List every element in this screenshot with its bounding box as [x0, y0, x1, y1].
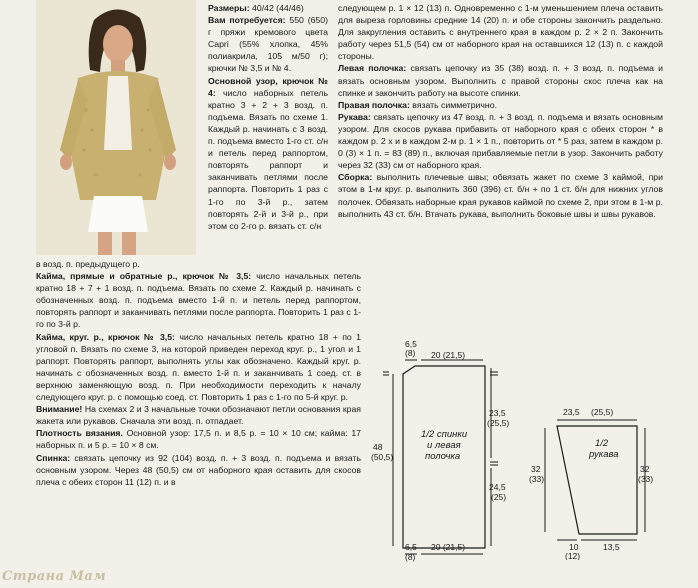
pattern-tail: в возд. п. предыдущего р.: [36, 259, 140, 269]
sizes-column: [208, 2, 328, 232]
right-paragraph-text: следующем р. 1 × 12 (13) п. Одновременно с 1-м уменьшением плеча оставить для выреза горловины средние 14 (20) п. и обе стороны закончить раздельно. Для закругления оставить с внутреннего края в каждом р. 2 × 2 п. Закончить работу через 51,5 (54) см от наборного края на оставшихся 12 (13) п. с каждой стороны.: [338, 3, 663, 62]
left-text-column: [36, 258, 361, 488]
sleeve-right-height: 32: [640, 464, 650, 474]
sleeve-top-width: 23,5: [563, 407, 580, 417]
sizes-value: 40/42 (44/46): [252, 3, 304, 13]
right-paragraph-label: Правая полочка:: [338, 99, 410, 110]
need-label: Вам потребуется:: [208, 15, 286, 26]
left-paragraph-text: Основной узор: 17,5 п. и 8,5 р. = 10 × 10 см; кайма: 17 наборных п. и 5 р. = 10 × 8 см.: [36, 428, 361, 451]
body-bottom-left-alt: (8): [405, 552, 416, 562]
body-height: 48: [373, 442, 383, 452]
right-paragraph: [338, 171, 663, 219]
sleeve-left-height-alt: (33): [529, 474, 545, 484]
left-paragraph-label: Внимание!: [36, 404, 83, 415]
body-shoulder-slope: 6,5: [405, 339, 417, 349]
body-bottom-left: 6,5: [405, 542, 417, 552]
body-top-width: 20 (21,5): [431, 350, 466, 360]
left-paragraphs: [36, 270, 361, 488]
right-paragraph-text: выполнить плечевые швы; обвязать жакет по схеме 3 каймой, при этом в 1-м круг. р. выполнить 360 (396) ст. б/н + по 1 ст. б/н для нижних углов полочек. Обвязать наборные края рукавов каймой по схеме 2, при этом в 1-м р. выполнить 43 ст. б/н. Втачать рукава, выполнить боковые швы и швы рукавов.: [338, 172, 663, 219]
right-paragraph: [338, 111, 663, 171]
right-paragraph-text: связать цепочку из 35 (38) возд. п. + 3 возд. п. подъема и вязать основным узором. Выполнить с правой стороны скос плеча как на спинке и закончить работу на высоте спинки.: [338, 63, 663, 98]
body-label-line2: и левая: [427, 440, 461, 451]
left-paragraph-label: Спинка:: [36, 452, 71, 463]
body-upper-right: 23,5: [489, 408, 506, 418]
sleeve-right-height-alt: (33): [638, 474, 654, 484]
sleeve-left-height: 32: [531, 464, 541, 474]
body-label-line3: полочка: [425, 451, 461, 462]
body-shoulder-slope-alt: (8): [405, 348, 416, 358]
body-height-alt: (50,5): [371, 452, 394, 462]
need-text: 550 (650) г пряжи кремового цвета Capri (55% хлопка, 45% полиакрила, 105 м/50 г); крючки № 3,5 и № 4.: [208, 15, 328, 74]
sleeve-bottom-left: 10: [569, 542, 579, 552]
body-upper-right-alt: (25,5): [487, 418, 510, 428]
left-paragraph: [36, 403, 361, 427]
right-paragraph: [338, 99, 663, 111]
left-paragraph-text: связать цепочку из 92 (104) возд. п. + 3 возд. п. подъема и вязать основным узором. Через 48 (50,5) см от наборного края оставить для скосов плеча с обеих сторон 11 (12) п. и в: [36, 452, 361, 487]
sleeve-top-width-alt: (25,5): [591, 407, 614, 417]
sleeve-label-line1: 1/2: [595, 438, 609, 449]
watermark-text: Страна Мам: [2, 569, 107, 584]
sleeve-label-line2: рукава: [589, 449, 619, 460]
right-paragraph-label: Левая полочка:: [338, 63, 407, 74]
left-paragraph-label: Плотность вязания.: [36, 428, 123, 439]
sleeve-schematic: [527, 400, 667, 560]
pattern-text: число наборных петель кратно 3 + 2 + 3 возд. п. подъема. Вязать по схеме 1. Каждый р. начинать с 3 возд. п. подъема вместо 1-го ст. с/н и петель перед раппортом, повторять раппорт и заканчивать петлями после раппорта. Повторить 1 раз с 1-го по 3-й р., затем повторять 2-й и 3-й р., при этом со 2-го р. вязать ст. с/н: [208, 87, 329, 231]
left-paragraph: [36, 452, 361, 488]
body-lower-right: 24,5: [489, 482, 506, 492]
sleeve-bottom-left-alt: (12): [565, 551, 581, 560]
pattern-label: Основной узор, крючок № 4:: [208, 75, 328, 98]
left-paragraph-text: число начальных петель кратно 18 + 7 + 1 возд. п. подъема. Вязать по схеме 2. Каждый р. начинать с обозначенных возд. п. подъема вместо 1-й п. и петель перед раппортом, повторять раппорт и заканчивать петлями после раппорта. Повторить 1 раз с 1-го по 3-й р.: [36, 271, 361, 330]
right-paragraph-text: связать цепочку из 47 возд. п. + 3 возд. п. подъема и вязать основным узором. Для скосов рукава прибавить от наборного края с обеих сторон * в каждом р. 2 х и в каждом 2-м р. 1 × 1 п., повторить от * 5 раз, затем в каждом р. 0 (3) × 1 п. = 83 (89) п., включая прибавляемые петли в узор. Закончить работу через 32 (33) см от наборного края.: [338, 111, 663, 171]
left-paragraph-label: Кайма, прямые и обратные р., крючок № 3,5:: [36, 271, 252, 282]
left-paragraph: [36, 270, 361, 330]
right-paragraph-label: Рукава:: [338, 111, 371, 122]
sleeve-bottom-right: 13,5: [603, 542, 620, 552]
model-photo: [36, 0, 196, 255]
sizes-label: Размеры:: [208, 3, 250, 13]
body-lower-right-alt: (25): [491, 492, 507, 502]
right-paragraph-label: Сборка:: [338, 172, 373, 183]
right-text-column: [338, 2, 663, 220]
left-paragraph: [36, 331, 361, 404]
left-paragraph: [36, 427, 361, 451]
right-paragraphs: [338, 2, 663, 220]
right-paragraph: [338, 62, 663, 98]
body-bottom-width: 20 (21,5): [431, 542, 466, 552]
right-paragraph-text: вязать симметрично.: [412, 99, 497, 110]
left-paragraph-label: Кайма, круг. р., крючок № 3,5:: [36, 331, 175, 342]
body-schematic: [365, 338, 525, 564]
body-label-line1: 1/2 спинки: [421, 429, 468, 440]
left-paragraph-text: На схемах 2 и 3 начальные точки обозначают петли основания края жакета или рукавов. Сначала эти возд. п. отпадает.: [36, 404, 361, 427]
left-paragraph-text: число начальных петель кратно 18 + по 1 угловой п. Вязать по схеме 3, на которой приведен переход круг. р., 1 угол и 1 раппорт. Повторять раппорт, выполнять углы как обозначено. Каждый круг. р. начинать с обозначенных возд. п. вместо 1-й п. и заканчивать 1 соед. ст. в верхнюю заменяющую возд. п. При необходимости переходить к началу следующего круг. р. с помощью соед. ст. Повторить 1 раз с 1-го по 5-й круг. р.: [36, 331, 361, 403]
right-paragraph: [338, 2, 663, 62]
